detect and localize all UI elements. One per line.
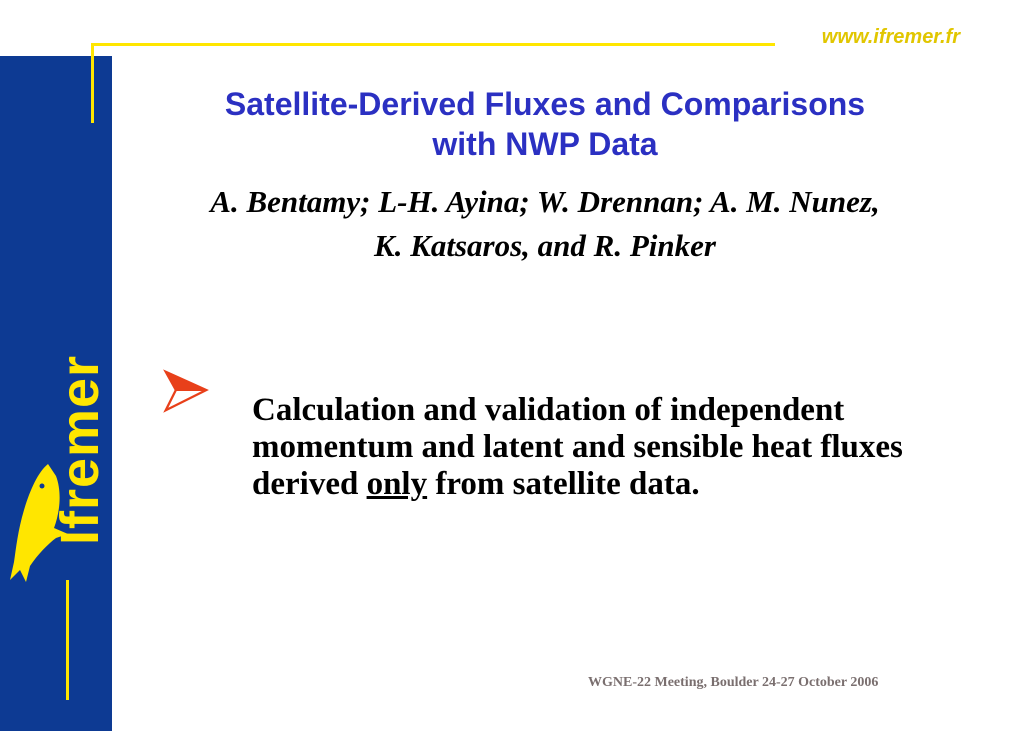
- frame-line-left: [91, 43, 94, 123]
- author-list: [110, 180, 980, 268]
- bullet-point-text: [252, 392, 942, 503]
- website-link[interactable]: www.ifremer.fr: [821, 26, 960, 48]
- logo-wordmark: Ifremer: [50, 354, 110, 546]
- arrow-bullet-icon: [162, 368, 210, 416]
- title-line-1: Satellite-Derived Fluxes and Comparisons: [224, 86, 866, 122]
- frame-line-top: [91, 43, 775, 46]
- frame-line-left-lower: [66, 580, 69, 700]
- footer-meeting: WGNE-22 Meeting, Boulder 24-27 October 2006: [588, 675, 879, 690]
- bullet-text-underlined: only: [366, 466, 428, 502]
- bullet-text-before: Calculation and validation of independent momentum and latent and sensible heat fluxes derived: [252, 392, 903, 502]
- slide-title: [130, 84, 960, 164]
- bullet-text-after: from satellite data.: [427, 466, 700, 502]
- authors-line-2: K. Katsaros, and R. Pinker: [374, 228, 716, 263]
- title-line-2: with NWP Data: [432, 126, 658, 162]
- authors-line-1: A. Bentamy; L-H. Ayina; W. Drennan; A. M. Nunez,: [210, 184, 880, 219]
